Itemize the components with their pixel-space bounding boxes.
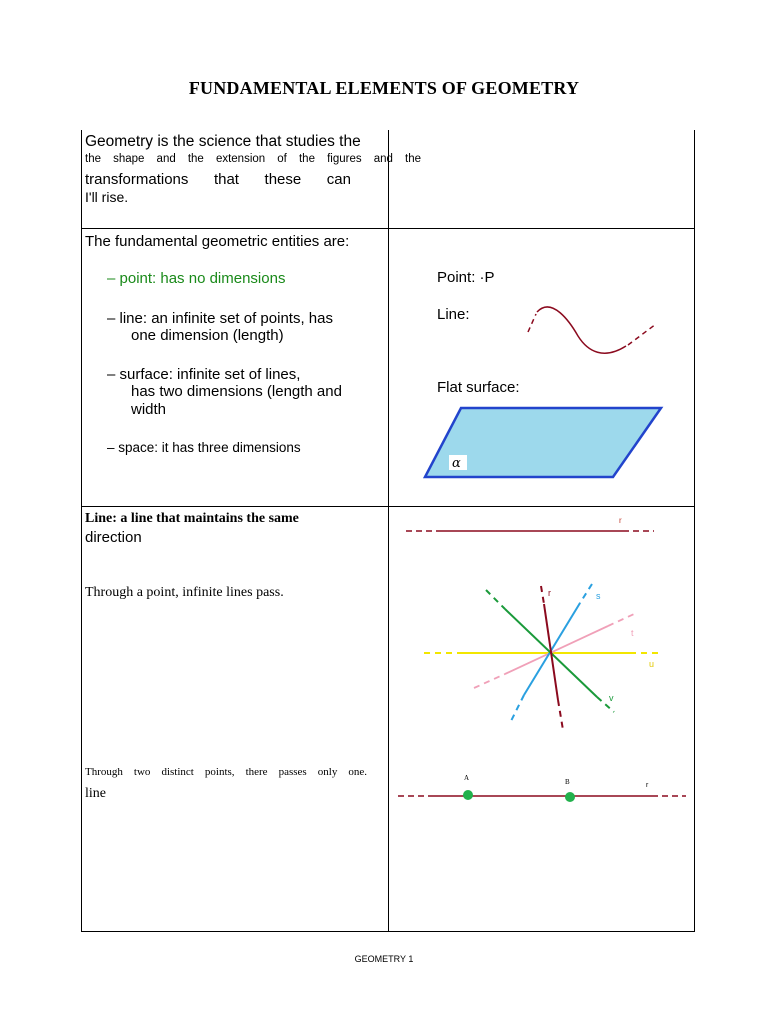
surface-label: Flat surface: <box>437 379 520 396</box>
line-label-v: v <box>609 693 614 703</box>
straight-line-label-r: r <box>619 516 622 525</box>
entity-surface-b: has two dimensions (length and <box>131 383 342 400</box>
entity-line-b: one dimension (length) <box>131 327 284 344</box>
line-r-dash-bottom <box>558 700 563 730</box>
line-label-s: s <box>596 591 601 601</box>
line-t-dash-left <box>474 674 505 688</box>
line-s-dash-bottom <box>511 695 524 721</box>
line-label-u: u <box>649 659 655 669</box>
curve-line-figure <box>528 307 656 353</box>
entity-surface-a: – surface: infinite set of lines, <box>107 366 301 383</box>
straight-line-definition: Line: a line that maintains the same <box>85 511 299 526</box>
curve-line <box>537 307 626 353</box>
entity-space: – space: it has three dimensions <box>107 440 301 455</box>
two-points-line-figure <box>398 774 686 802</box>
point-a-label: A <box>464 774 470 782</box>
entity-point: – point: has no dimensions <box>107 270 286 287</box>
straight-line-figure <box>406 516 654 531</box>
alpha-label: α <box>452 456 461 471</box>
definition-line-3-text: transformations that these can <box>85 171 351 188</box>
straight-line-direction: direction <box>85 529 142 546</box>
line-s-dash-top <box>580 584 592 603</box>
curve-dash-right <box>628 324 656 345</box>
entity-line-a: – line: an infinite set of points, has <box>107 310 333 327</box>
point-a <box>463 790 473 800</box>
definition-line-2-text: the shape and the extension of the figures and the <box>85 153 421 165</box>
curve-dash-left <box>528 314 536 332</box>
point-b-label: B <box>565 778 570 786</box>
line-s <box>524 603 580 695</box>
definition-line-4: I'll rise. <box>85 189 129 205</box>
entity-surface-c: width <box>131 401 167 418</box>
line-r-dash-top <box>541 586 544 604</box>
line-label-r: r <box>548 588 551 598</box>
line-v-dash-top <box>486 590 505 609</box>
definition-line-1: Geometry is the science that studies the <box>85 133 361 150</box>
entities-intro: The fundamental geometric entities are: <box>85 233 350 250</box>
flat-surface-figure <box>425 408 661 477</box>
page-footer: GEOMETRY 1 <box>354 954 414 964</box>
point-label: Point: ·P <box>437 269 495 286</box>
line-label-t: t <box>631 628 634 638</box>
through-point-text: Through a point, infinite lines pass. <box>85 585 284 600</box>
lines-through-point-figure <box>424 584 660 730</box>
point-b <box>565 792 575 802</box>
line-t-dash-right <box>608 614 634 626</box>
ab-line-label-r: r <box>646 782 649 789</box>
line-t <box>505 626 608 674</box>
through-two-points-text-b: line <box>85 786 106 801</box>
line-label: Line: <box>437 306 470 323</box>
page-title: FUNDAMENTAL ELEMENTS OF GEOMETRY <box>188 78 580 98</box>
through-two-points-text-a: Through two distinct points, there passes only one. <box>85 766 367 778</box>
